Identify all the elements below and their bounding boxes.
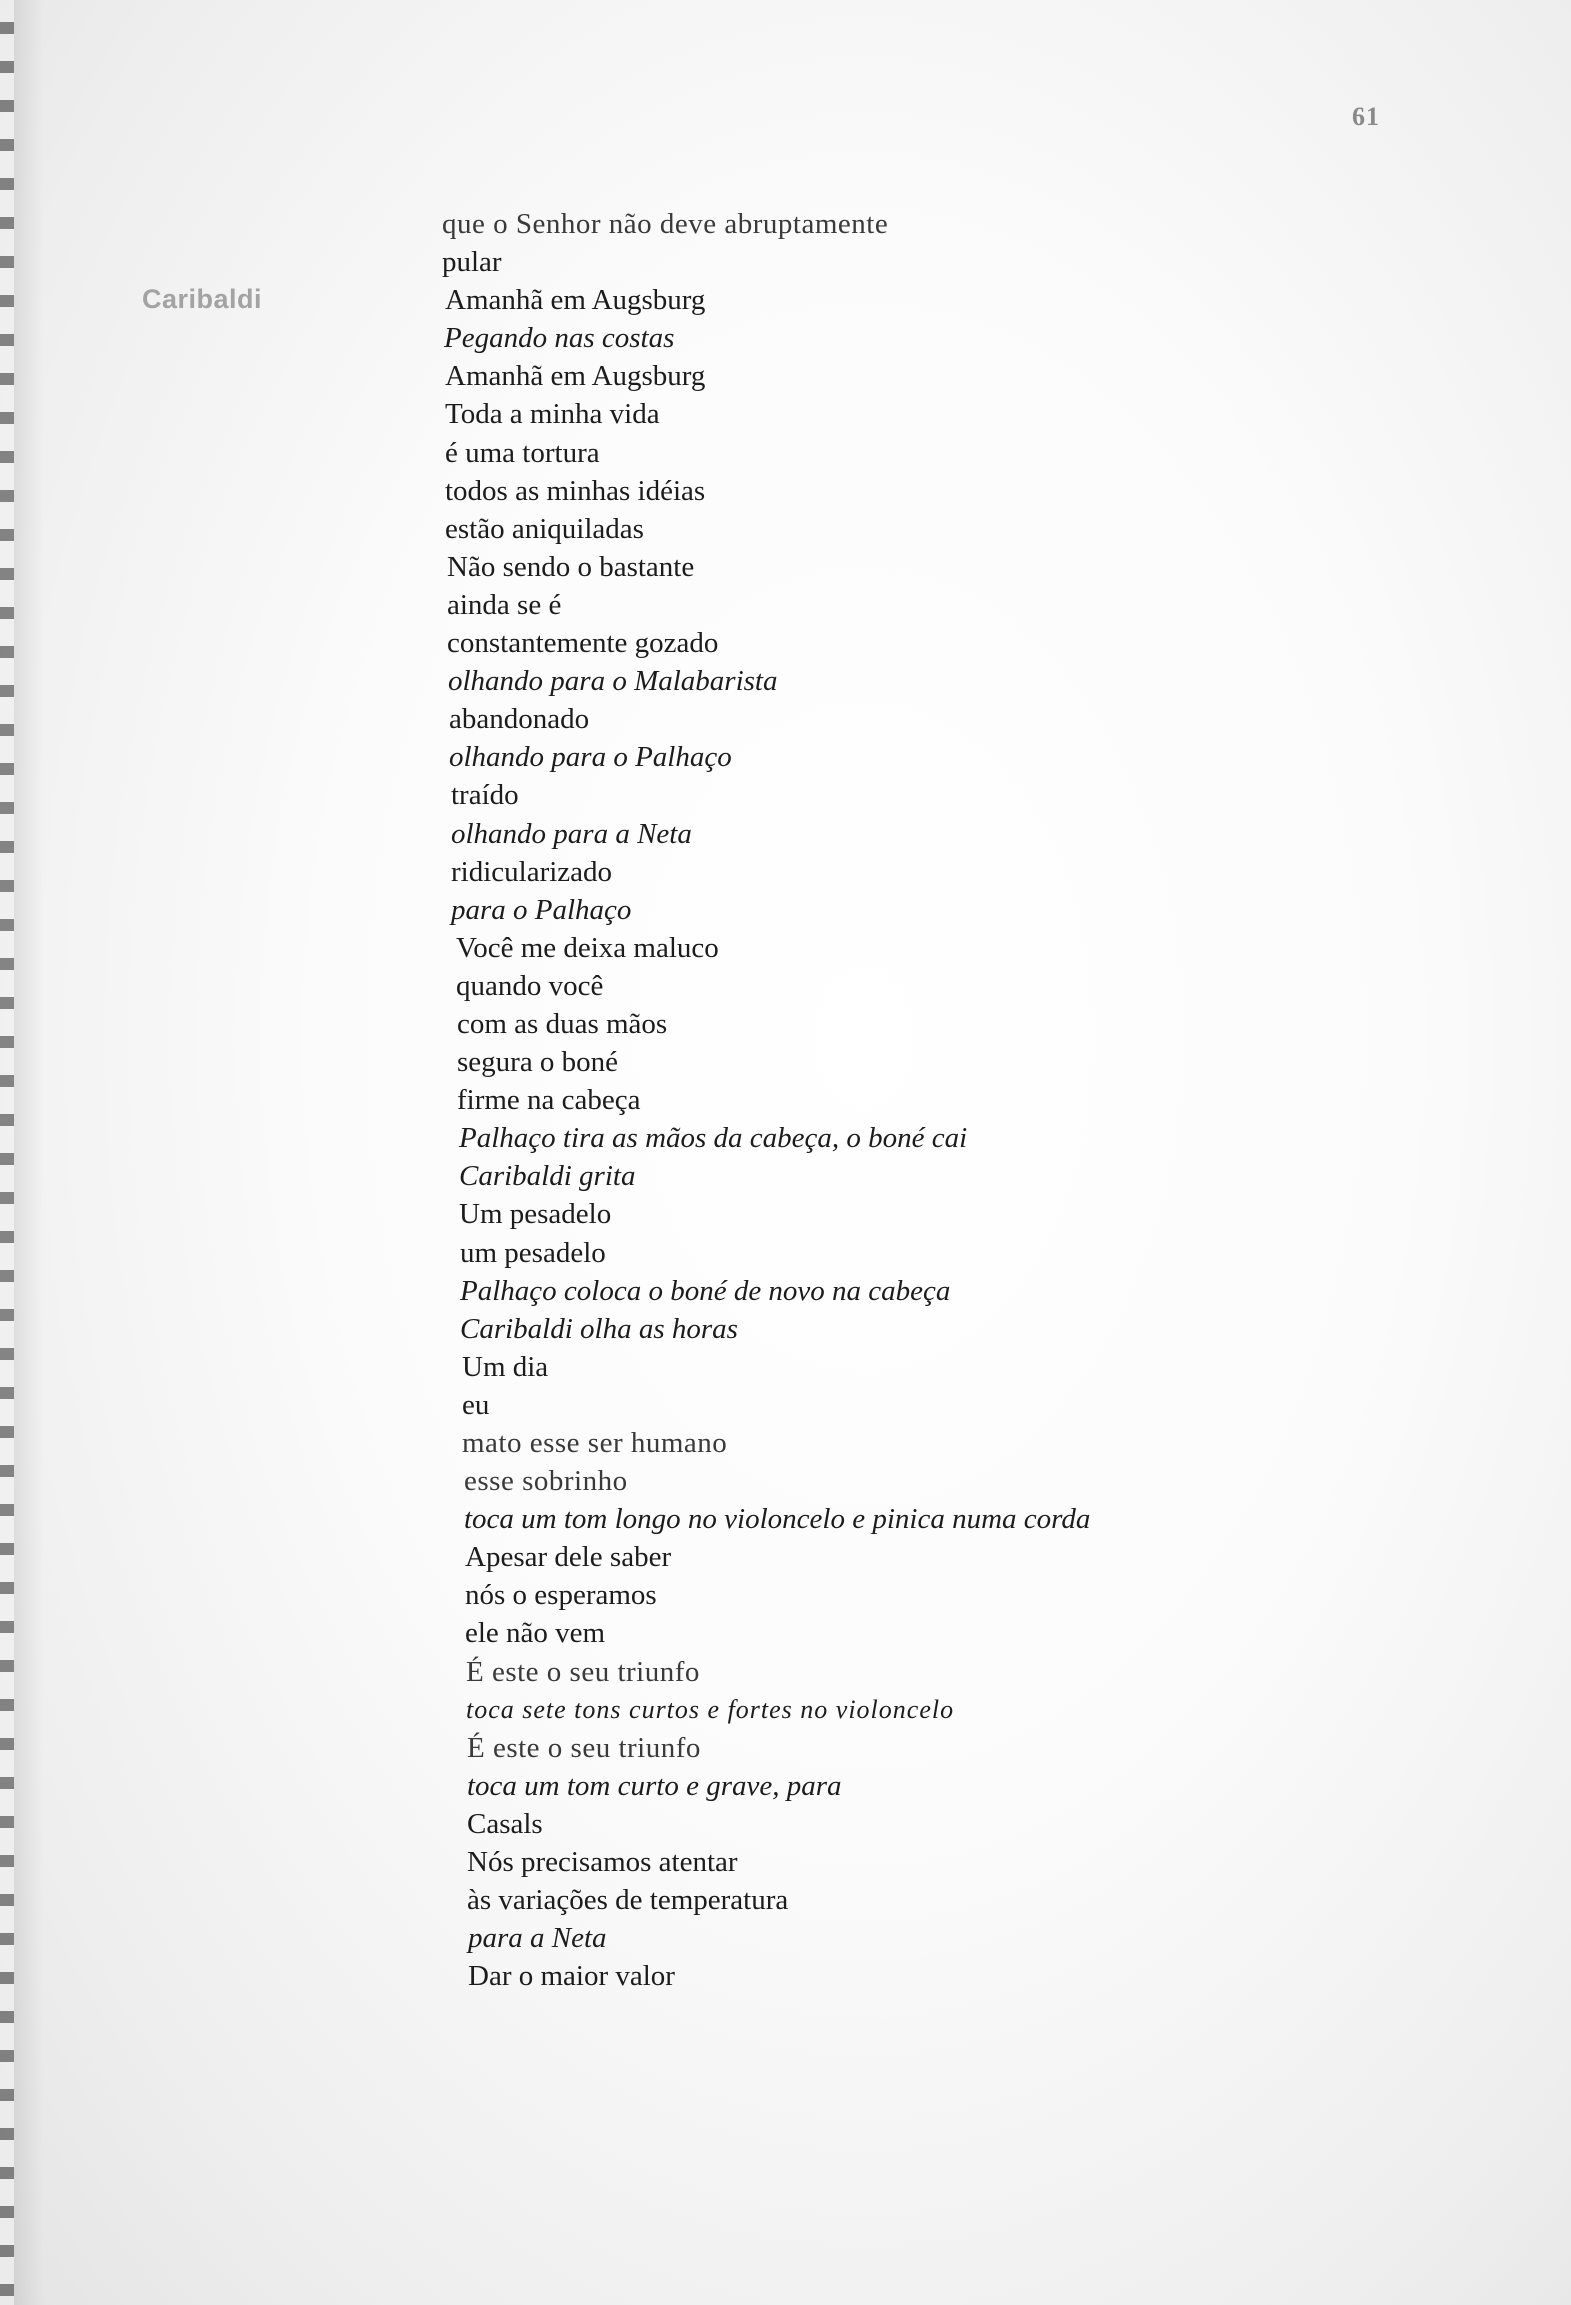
script-line: mato esse ser humano (462, 1427, 728, 1459)
script-line: para o Palhaço (451, 893, 632, 926)
script-line: Amanhã em Augsburg (445, 284, 706, 317)
script-line: com as duas mãos (457, 1007, 668, 1040)
script-line: Toda a minha vida (445, 398, 660, 431)
script-line: Um dia (462, 1350, 549, 1383)
script-line: Pegando nas costas (444, 322, 675, 355)
script-line: olhando para a Neta (451, 817, 692, 850)
script-line: Palhaço tira as mãos da cabeça, o boné cai (459, 1122, 968, 1155)
script-line: nós o esperamos (465, 1579, 657, 1612)
script-line: eu (462, 1388, 490, 1421)
spiral-binding (0, 0, 14, 2305)
script-line: traído (451, 779, 519, 812)
script-lines (442, 205, 1090, 1995)
script-line: olhando para o Palhaço (449, 741, 732, 774)
script-line: ele não vem (465, 1617, 606, 1650)
script-line: Casals (467, 1807, 543, 1840)
script-line: ainda se é (447, 588, 562, 621)
script-line: Não sendo o bastante (447, 550, 695, 583)
script-line: Dar o maior valor (468, 1960, 675, 1993)
script-line: que o Senhor não deve abruptamente (442, 208, 889, 240)
script-line: às variações de temperatura (467, 1884, 789, 1917)
script-line: constantemente gozado (447, 627, 719, 660)
speaker-name: Caribaldi (142, 284, 263, 314)
script-line: estão aniquiladas (445, 512, 644, 545)
script-line: Você me deixa maluco (456, 931, 719, 964)
script-line: toca um tom curto e grave, para (467, 1769, 842, 1802)
script-line: É este o seu triunfo (466, 1655, 700, 1688)
script-line: Caribaldi olha as horas (460, 1312, 738, 1345)
script-line: toca sete tons curtos e fortes no violoncelo (466, 1694, 955, 1724)
script-line: Amanhã em Augsburg (445, 360, 706, 393)
script-line: pular (442, 246, 502, 279)
script-line: esse sobrinho (464, 1465, 628, 1498)
script-line: Nós precisamos atentar (467, 1846, 738, 1879)
script-line: quando você (456, 969, 604, 1002)
script-line: firme na cabeça (457, 1084, 641, 1117)
script-line: Caribaldi grita (459, 1160, 636, 1193)
script-line: todos as minhas idéias (445, 474, 706, 507)
script-line: Um pesadelo (459, 1198, 612, 1231)
script-line: olhando para o Malabarista (448, 665, 778, 698)
script-line: toca um tom longo no violoncelo e pinica numa corda (464, 1503, 1091, 1536)
script-line: É este o seu triunfo (467, 1731, 701, 1764)
script-line: para a Neta (468, 1922, 607, 1955)
page-number: 61 (1352, 102, 1380, 131)
binding-shadow (14, 0, 44, 2305)
script-line: Palhaço coloca o boné de novo na cabeça (460, 1274, 951, 1307)
script-line: é uma tortura (445, 436, 600, 469)
script-line: abandonado (449, 703, 590, 736)
script-line: um pesadelo (460, 1236, 606, 1269)
script-line: segura o boné (457, 1046, 619, 1079)
script-line: ridicularizado (451, 855, 613, 888)
script-line: Apesar dele saber (465, 1541, 672, 1574)
